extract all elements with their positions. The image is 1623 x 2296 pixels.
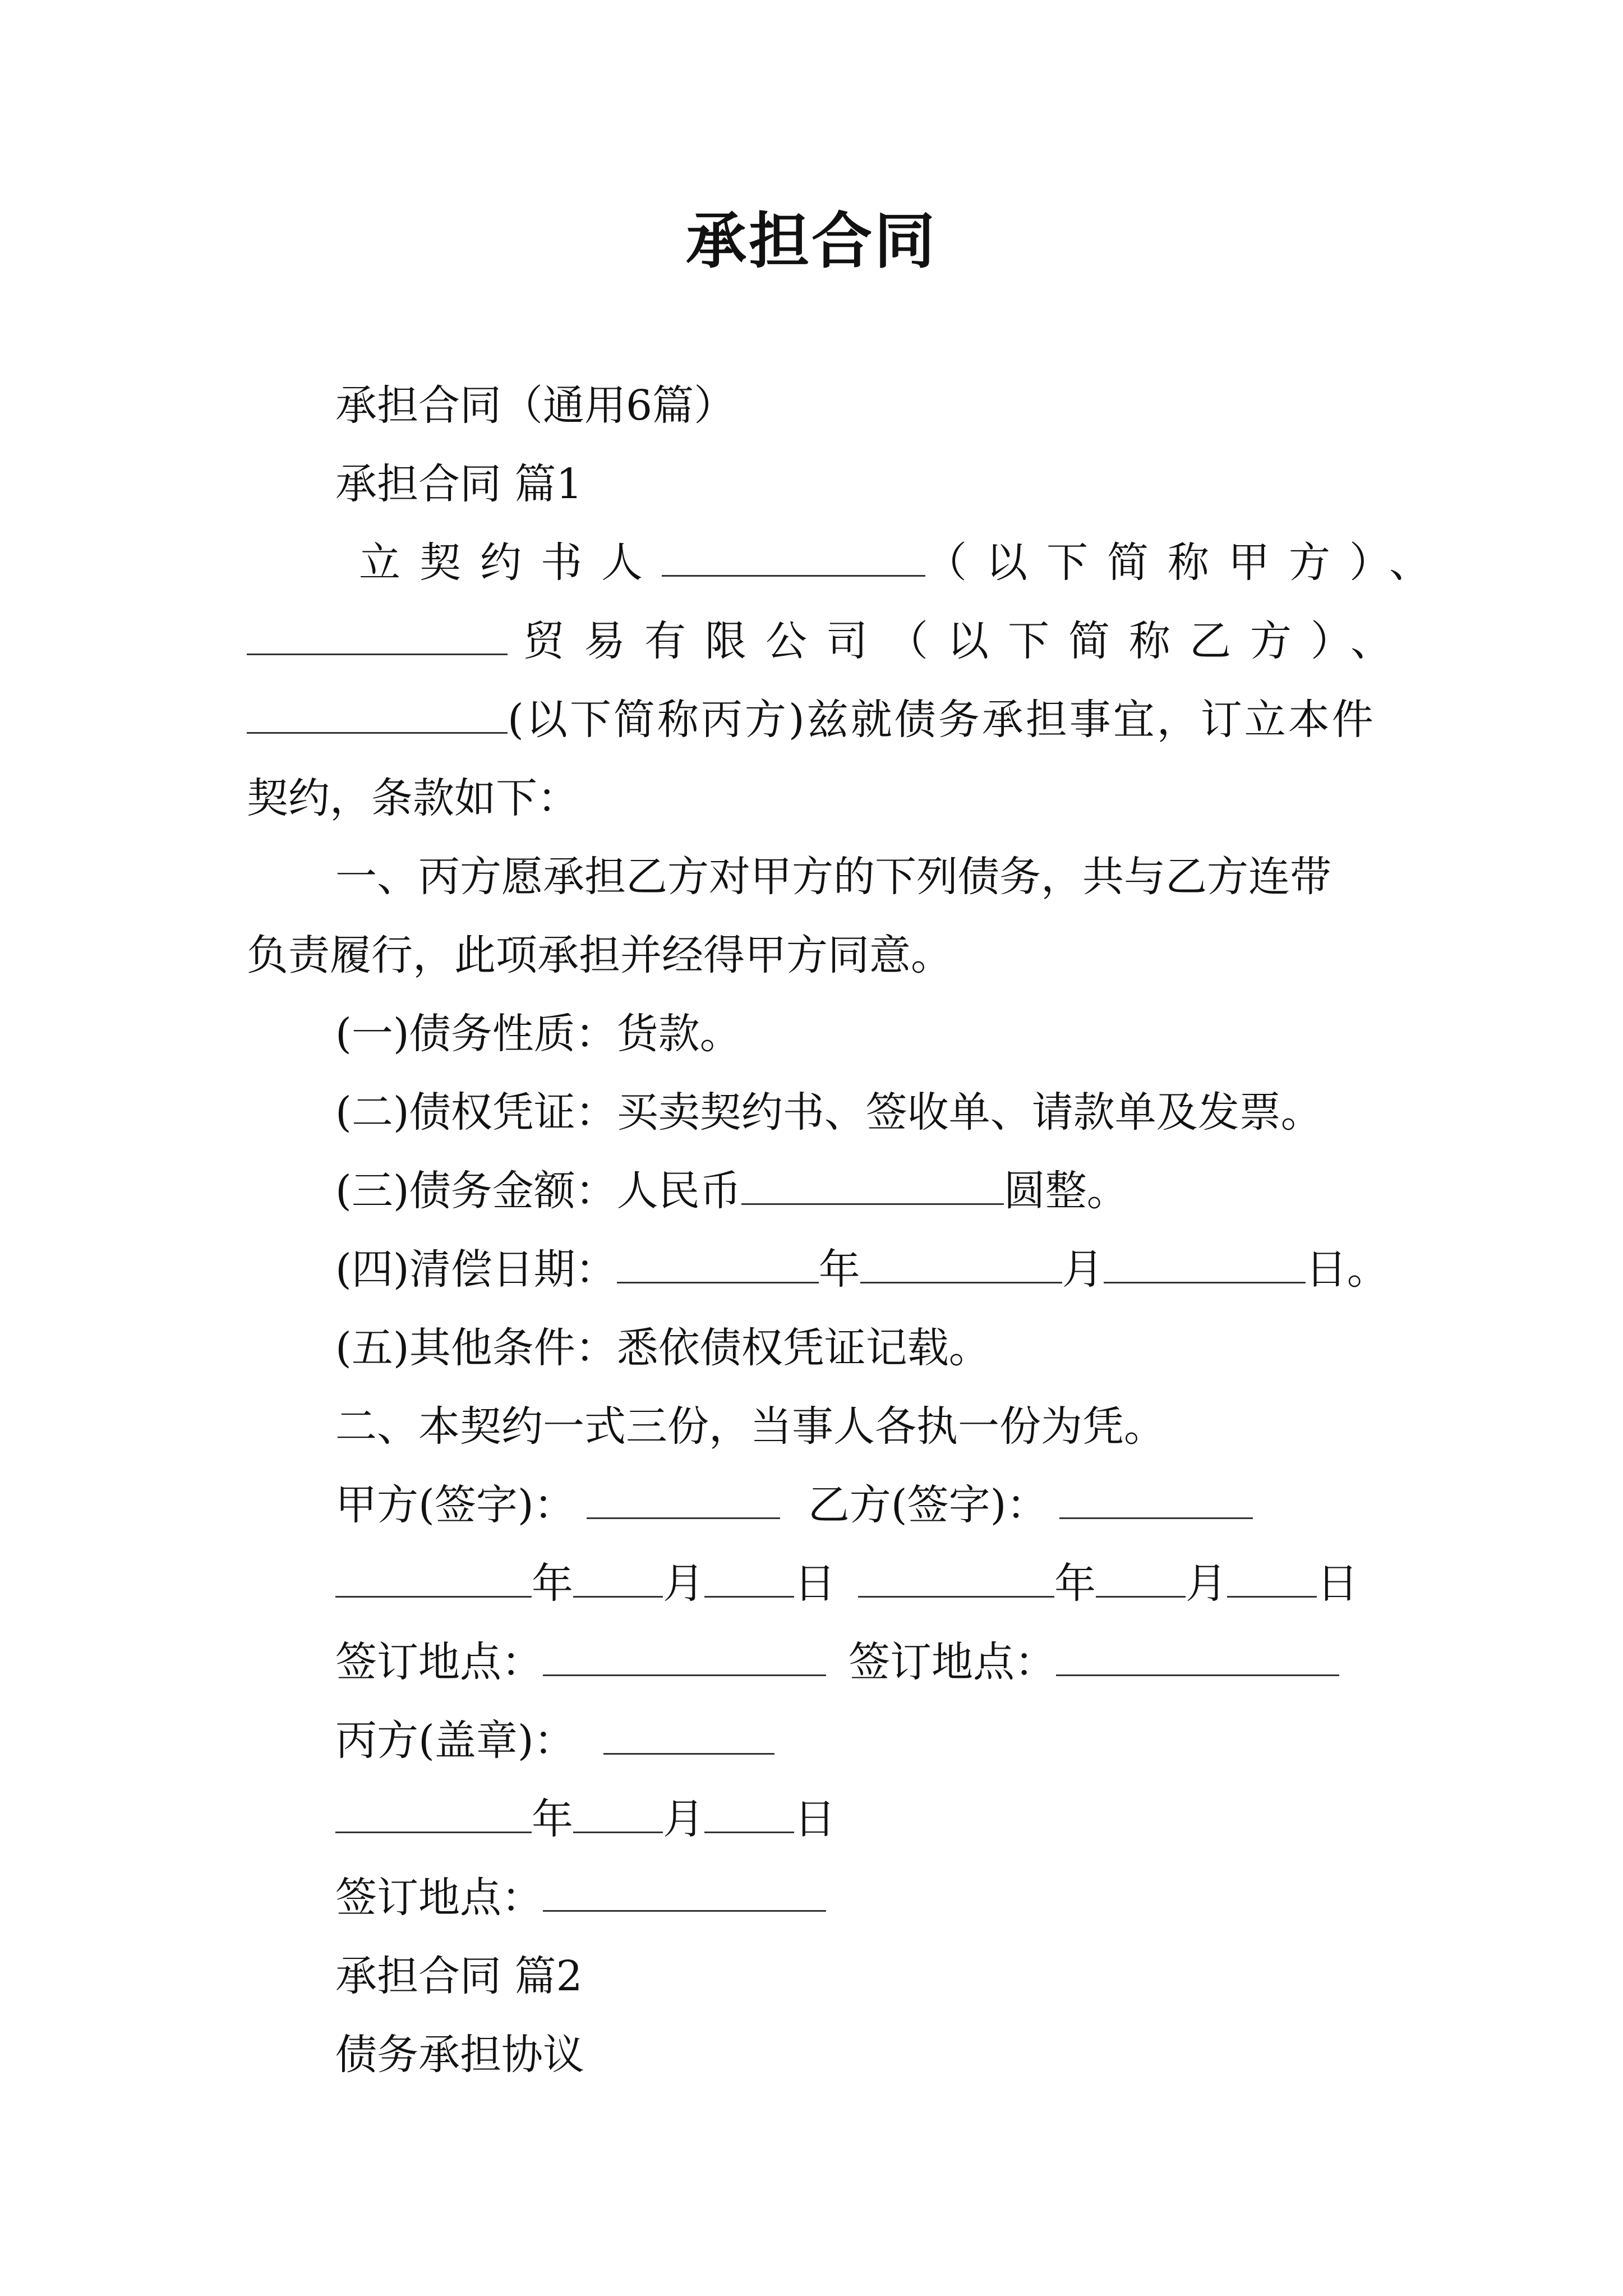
party-a-place-blank[interactable] <box>543 1637 826 1676</box>
party-b-year-blank[interactable] <box>858 1559 1054 1598</box>
section-heading-1: 承担合同 篇1 <box>335 460 583 508</box>
section-2-subtitle: 债务承担协议 <box>335 2031 584 2079</box>
party-a-name-blank[interactable] <box>662 538 925 577</box>
repay-year-label: 年 <box>818 1245 860 1294</box>
document-subtitle: 承担合同（通用6篇） <box>335 381 736 430</box>
signature-row-ab <box>335 1474 1253 1536</box>
party-b-sign-blank[interactable] <box>1059 1480 1253 1519</box>
repay-day-blank[interactable] <box>1104 1245 1306 1283</box>
clause-1-line-1: 一、丙方愿承担乙方对甲方的下列债务，共与乙方连带 <box>335 853 1331 901</box>
party-a-sign-blank[interactable] <box>587 1480 780 1519</box>
party-a-month-blank[interactable] <box>573 1559 663 1598</box>
party-b-place-blank[interactable] <box>1056 1637 1339 1676</box>
party-c-place-label: 签订地点： <box>335 1874 543 1922</box>
party-a-day-label: 日 <box>794 1559 836 1608</box>
party-b-name-blank[interactable] <box>247 616 508 655</box>
party-c-year-blank[interactable] <box>335 1795 532 1833</box>
party-a-day-blank[interactable] <box>704 1559 794 1598</box>
clause-1-line-2: 负责履行，此项承担并经得甲方同意。 <box>247 931 952 979</box>
party-c-month-label: 月 <box>663 1795 704 1843</box>
party-c-seal-blank[interactable] <box>603 1716 774 1755</box>
clause-2: 二、本契约一式三份，当事人各执一份为凭。 <box>335 1402 1165 1451</box>
party-a-sign-label: 甲方(签字)： <box>335 1481 575 1529</box>
repay-year-blank[interactable] <box>617 1245 819 1283</box>
party-b-day-label: 日 <box>1317 1559 1358 1608</box>
section-heading-2: 承担合同 篇2 <box>335 1952 583 2000</box>
amount-lead: (三)债务金额：人民币 <box>335 1167 741 1215</box>
party-c-seal-label: 丙方(盖章)： <box>335 1717 575 1765</box>
party-b-day-blank[interactable] <box>1227 1559 1317 1598</box>
repay-month-blank[interactable] <box>860 1245 1062 1283</box>
item-debt-amount <box>335 1160 1128 1222</box>
party-b-month-label: 月 <box>1186 1559 1227 1608</box>
party-a-place-label: 签订地点： <box>335 1638 543 1686</box>
repay-date-lead: (四)清偿日期： <box>335 1245 617 1294</box>
intro-line-3-tail: (以下简称丙方)兹就债务承担事宜，订立本件 <box>508 696 1376 744</box>
party-c-name-blank[interactable] <box>247 695 508 734</box>
intro-line-3 <box>247 689 1376 751</box>
intro-line-1 <box>359 532 1450 593</box>
amount-tail: 圆整。 <box>1003 1167 1128 1215</box>
party-b-sign-label: 乙方(签字)： <box>808 1481 1048 1529</box>
signature-row-c <box>335 1710 774 1772</box>
party-b-month-blank[interactable] <box>1096 1559 1186 1598</box>
item-repay-date <box>335 1239 1389 1300</box>
party-c-year-label: 年 <box>532 1795 573 1843</box>
party-b-place-label: 签订地点： <box>849 1638 1056 1686</box>
party-c-day-blank[interactable] <box>704 1795 794 1833</box>
party-a-year-blank[interactable] <box>335 1559 532 1598</box>
signing-place-row-ab <box>335 1631 1339 1693</box>
signature-date-row-ab <box>335 1553 1358 1614</box>
signature-date-row-c <box>335 1788 836 1850</box>
party-b-year-label: 年 <box>1054 1559 1096 1608</box>
item-other-terms: (五)其他条件：悉依债权凭证记载。 <box>335 1324 990 1372</box>
intro-line-1-tail: （以下简称甲方）、 <box>925 539 1450 587</box>
document-title: 承担合同 <box>685 206 937 277</box>
party-c-place-blank[interactable] <box>543 1873 826 1912</box>
amount-blank[interactable] <box>741 1166 1004 1205</box>
intro-line-2-tail: 贸易有限公司（以下简称乙方）、 <box>523 617 1411 665</box>
party-a-month-label: 月 <box>663 1559 704 1608</box>
intro-line-2 <box>247 610 1411 672</box>
intro-lead: 立契约书人 <box>359 539 662 587</box>
intro-line-4: 契约，条款如下： <box>247 774 579 822</box>
signing-place-row-c <box>335 1867 826 1929</box>
item-debt-proof: (二)债权凭证：买卖契约书、签收单、请款单及发票。 <box>335 1088 1322 1137</box>
repay-month-label: 月 <box>1062 1245 1104 1294</box>
repay-day-label: 日。 <box>1305 1245 1389 1294</box>
party-c-month-blank[interactable] <box>573 1795 663 1833</box>
item-debt-nature: (一)债务性质：货款。 <box>335 1010 741 1058</box>
party-c-day-label: 日 <box>794 1795 836 1843</box>
party-a-year-label: 年 <box>532 1559 573 1608</box>
